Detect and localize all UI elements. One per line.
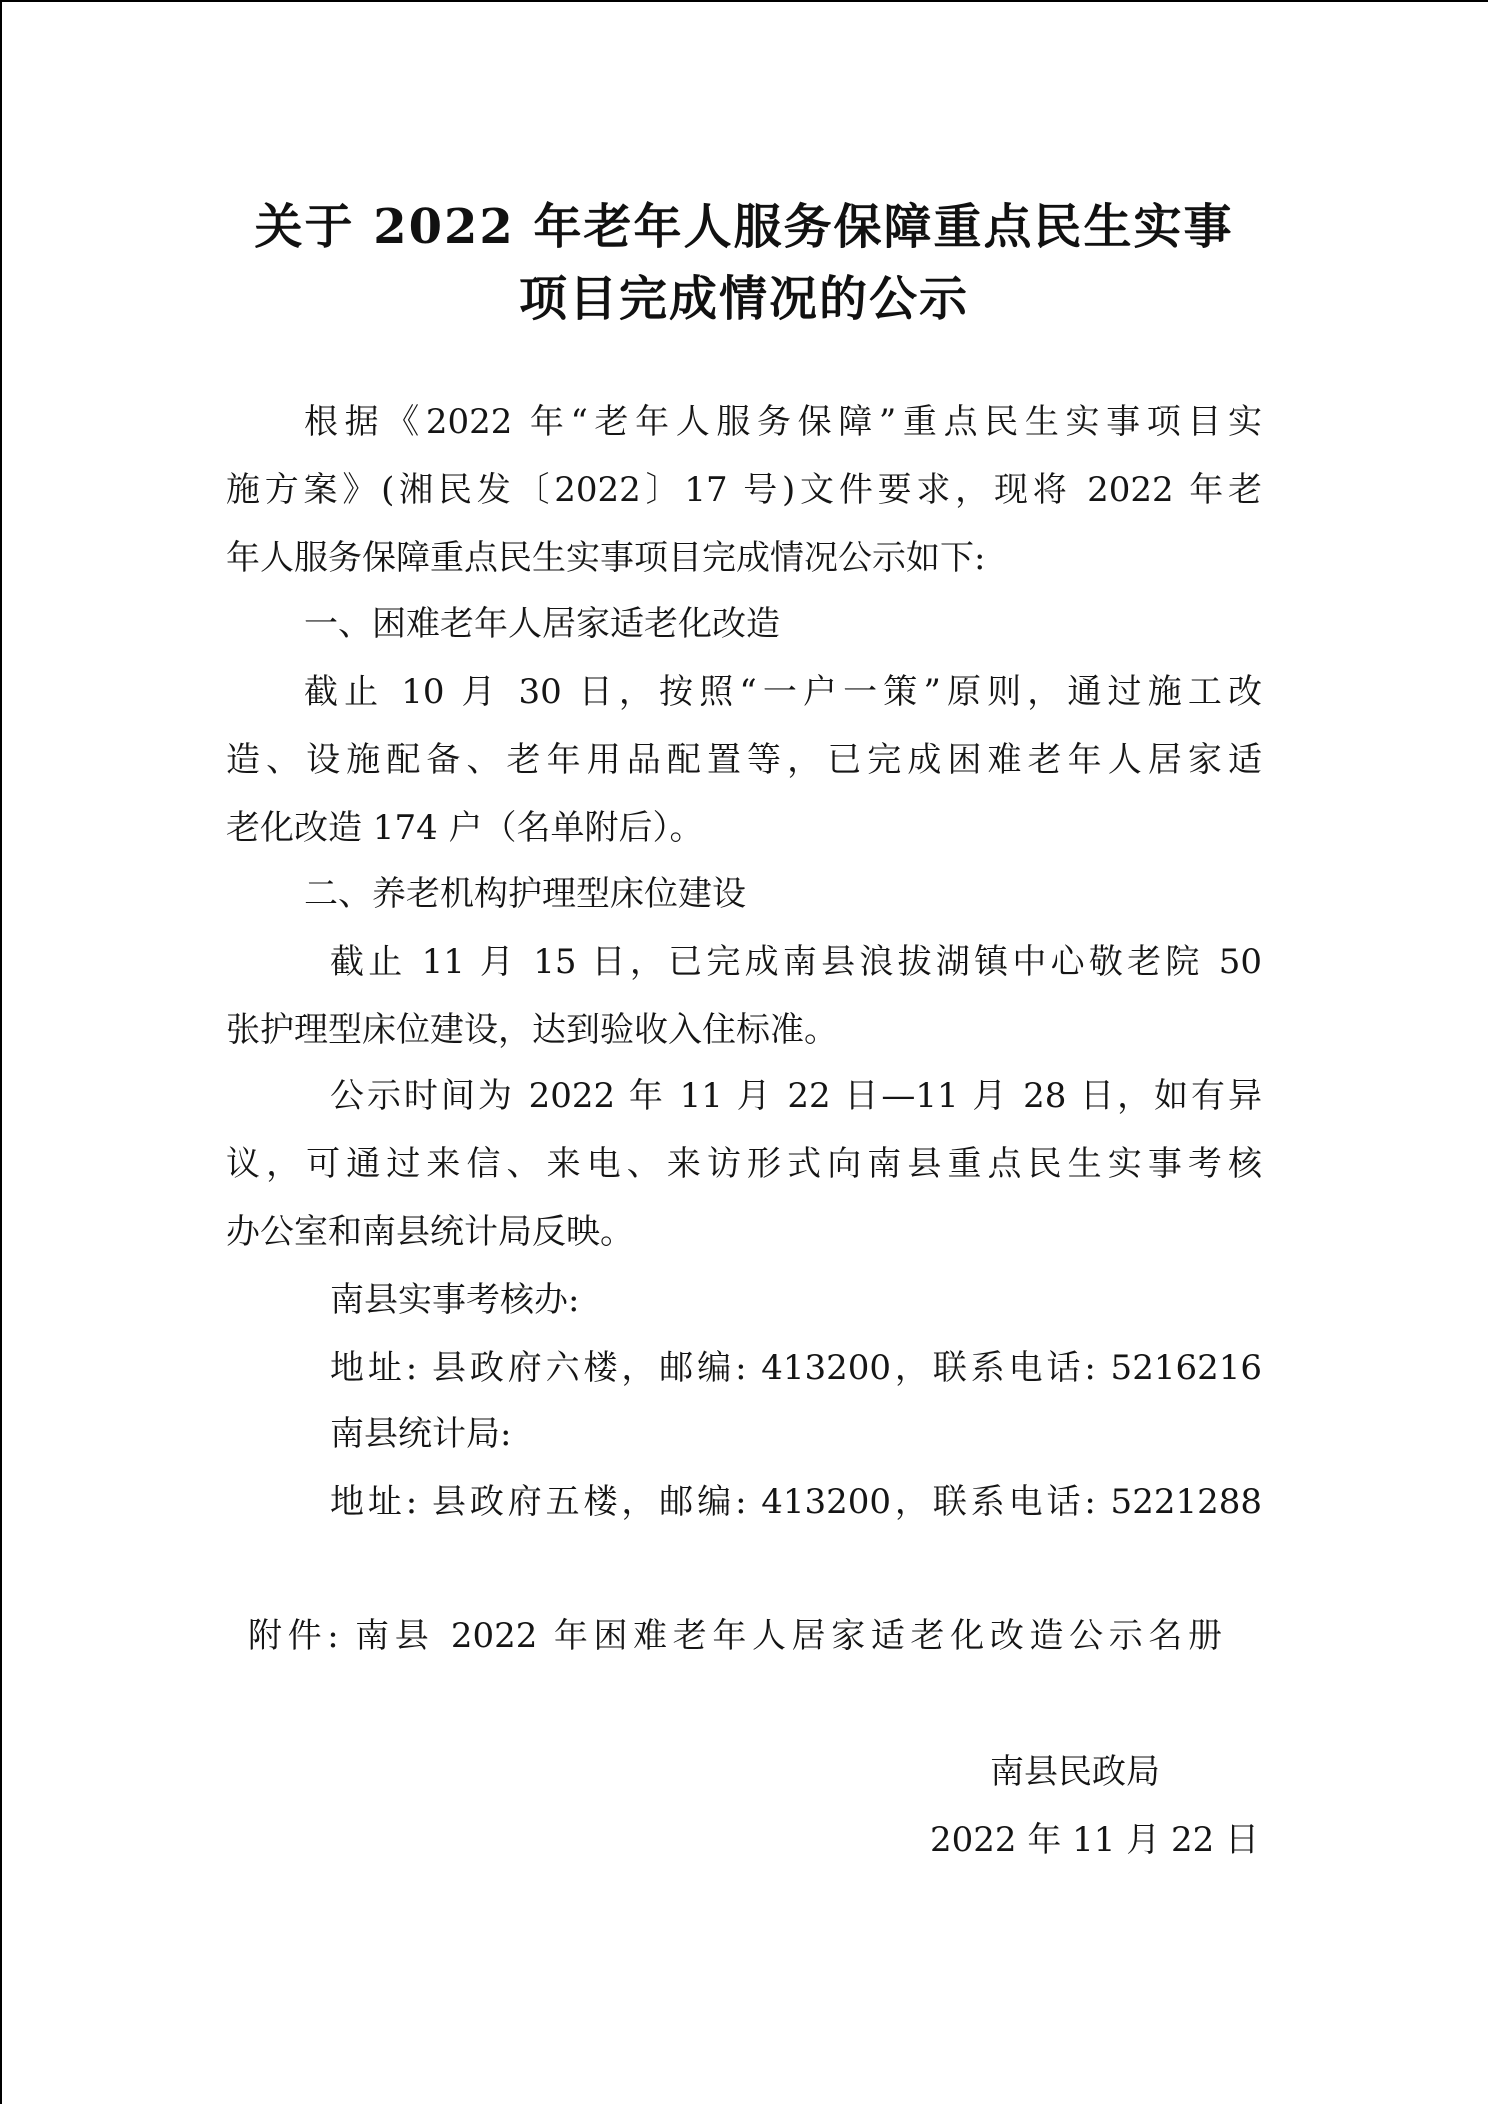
- section-2-heading: 二、养老机构护理型床位建设: [304, 874, 746, 914]
- signature-date: 2022 年 11 月 22 日: [930, 1820, 1260, 1860]
- contact-1-name: 南县实事考核办:: [330, 1280, 580, 1320]
- notice-line-1: 公示时间为 2022 年 11 月 22 日—11 月 28 日，如有异: [330, 1076, 1262, 1116]
- contact-2-name: 南县统计局:: [330, 1414, 512, 1454]
- document-title-line-2: 项目完成情况的公示: [518, 271, 969, 327]
- document-title-line-1: 关于 2022 年老年人服务保障重点民生实事: [254, 199, 1234, 255]
- notice-line-3: 办公室和南县统计局反映。: [226, 1212, 634, 1252]
- intro-line-3: 年人服务保障重点民生实事项目完成情况公示如下:: [226, 538, 986, 578]
- section-1-heading: 一、困难老年人居家适老化改造: [304, 604, 780, 644]
- contact-1-address: 地址: 县政府六楼，邮编: 413200，联系电话: 5216216: [330, 1348, 1262, 1388]
- attachment-line: 附件: 南县 2022 年困难老年人居家适老化改造公示名册: [248, 1616, 1222, 1656]
- section-2-line-2: 张护理型床位建设，达到验收入住标准。: [226, 1010, 838, 1050]
- section-1-line-2: 造、设施配备、老年用品配置等，已完成困难老年人居家适: [226, 740, 1262, 780]
- section-1-line-1: 截止 10 月 30 日，按照“一户一策”原则，通过施工改: [304, 672, 1262, 712]
- intro-line-1: 根据《2022 年“老年人服务保障”重点民生实事项目实: [304, 402, 1262, 442]
- contact-2-address: 地址: 县政府五楼，邮编: 413200，联系电话: 5221288: [330, 1482, 1262, 1522]
- notice-line-2: 议，可通过来信、来电、来访形式向南县重点民生实事考核: [226, 1144, 1262, 1184]
- section-1-line-3: 老化改造 174 户（名单附后）。: [226, 808, 704, 848]
- signature-org: 南县民政局: [990, 1752, 1160, 1792]
- intro-line-2: 施方案》(湘民发〔2022〕17 号)文件要求，现将 2022 年老: [226, 470, 1262, 510]
- section-2-line-1: 截止 11 月 15 日，已完成南县浪拔湖镇中心敬老院 50: [330, 942, 1262, 982]
